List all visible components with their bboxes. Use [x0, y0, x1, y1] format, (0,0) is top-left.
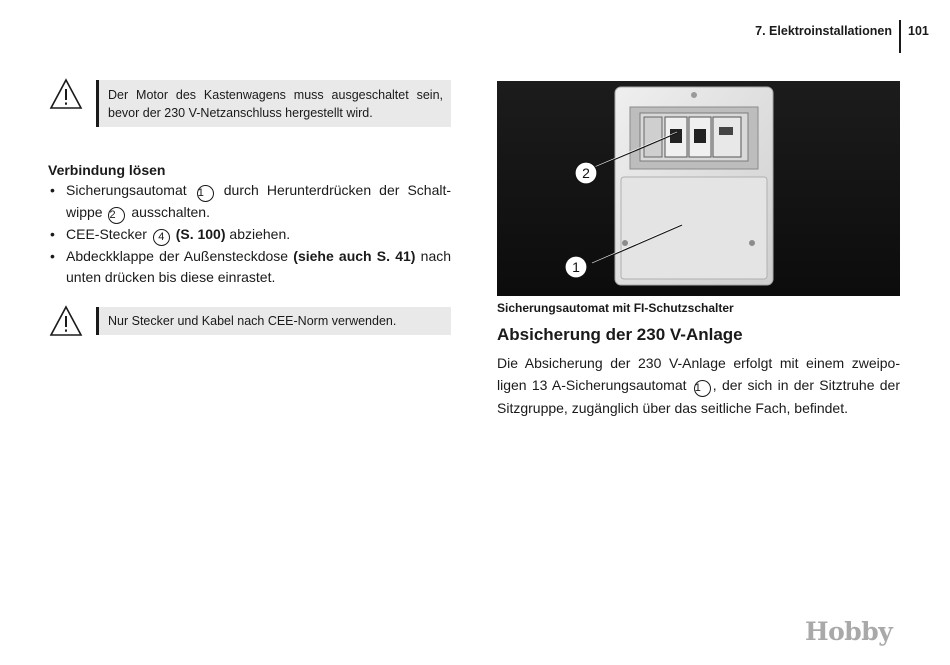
section-heading-disconnect: Verbindung lösen — [48, 162, 166, 178]
list-item — [48, 180, 451, 224]
page-reference: (siehe auch S. 41) — [293, 248, 416, 264]
warning-triangle-icon — [49, 305, 83, 337]
running-header-section: 7. Elektroinstallationen — [755, 24, 892, 38]
page-number: 101 — [908, 24, 929, 38]
warning-note-engine-off: Der Motor des Kastenwagens muss ausgeschaltet sein, bevor der 230 V-Netzanschluss hergestellt wird. — [96, 80, 451, 127]
step-text: abziehen. — [229, 226, 291, 242]
page-reference: (S. 100) — [175, 226, 226, 242]
callout-number-badge: 1 — [197, 185, 214, 202]
paragraph-text: Die Absicherung der 230 V-Anlage erfolgt mit einem zweipo-ligen 13 A-Sicherungsautomat — [497, 355, 900, 393]
callout-number-badge: 2 — [108, 207, 125, 224]
header-divider — [899, 20, 901, 53]
fuse-box-photo — [497, 81, 900, 296]
callout-number-badge: 1 — [694, 380, 711, 397]
step-text: durch Herunterdrücken der Schalt-wippe — [66, 182, 452, 220]
brand-logo: Hobby — [805, 617, 893, 646]
paragraph-text: , der sich in der Sitztruhe der Sitzgruppe, zugänglich über das seitliche Fach, befindet. — [497, 377, 900, 416]
step-text: Sicherungsautomat — [66, 182, 187, 198]
list-item — [48, 224, 451, 246]
disconnect-steps-list — [48, 180, 451, 288]
callout-number-badge: 4 — [153, 229, 170, 246]
body-paragraph — [497, 352, 900, 419]
list-item — [48, 246, 451, 288]
step-text: Abdeckklappe der Außensteckdose — [66, 248, 289, 264]
section-heading-fusing: Absicherung der 230 V-Anlage — [497, 325, 743, 344]
fuse-box-illustration — [497, 81, 900, 296]
callout-label-1: 1 — [572, 259, 580, 275]
step-text: ausschalten. — [131, 204, 210, 220]
step-text: nach unten drücken bis diese einrastet. — [66, 248, 452, 285]
warning-note-cee-norm: Nur Stecker und Kabel nach CEE-Norm verwenden. — [96, 307, 451, 335]
warning-triangle-icon — [49, 78, 83, 110]
photo-caption: Sicherungsautomat mit FI-Schutzschalter — [497, 301, 734, 315]
callout-label-2: 2 — [582, 165, 590, 181]
step-text: CEE-Stecker — [66, 226, 147, 242]
